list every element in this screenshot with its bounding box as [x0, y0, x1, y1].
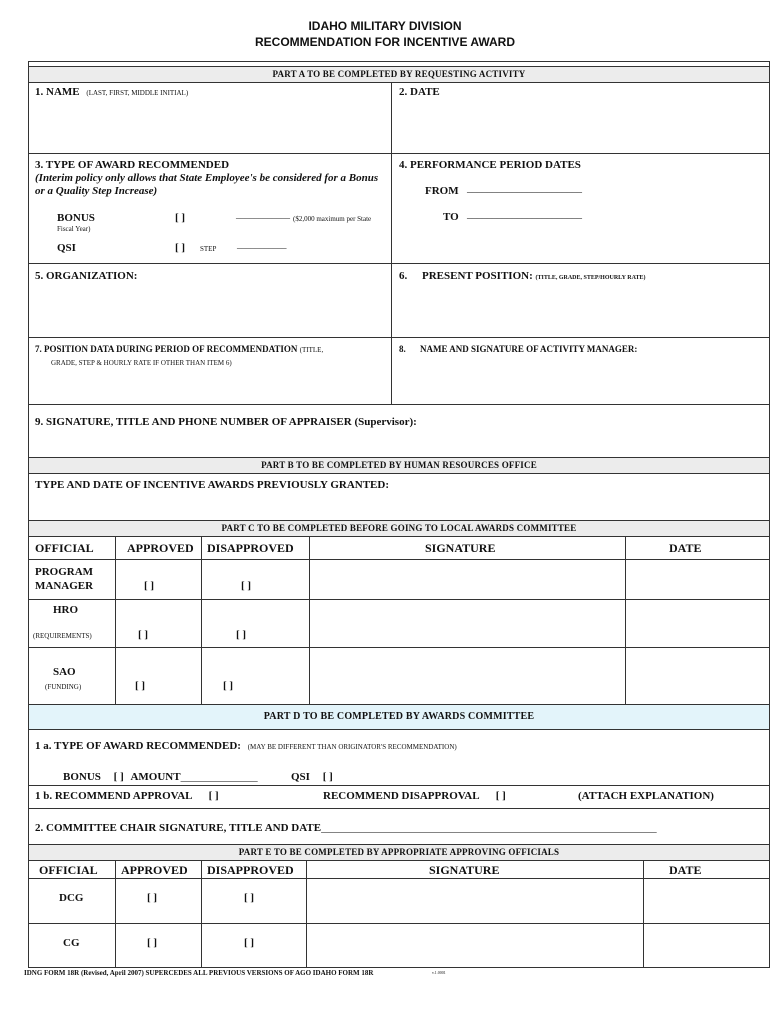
part-d-qsi[interactable]: QSI [ ]: [291, 771, 333, 783]
form-title: IDAHO MILITARY DIVISION: [308, 19, 462, 33]
part-e-bar: PART E TO BE COMPLETED BY APPROPRIATE APPROVING OFFICIALS: [29, 844, 769, 861]
performance-period-label: 4. PERFORMANCE PERIOD DATES: [399, 159, 581, 171]
attach-explanation-label: (ATTACH EXPLANATION): [578, 790, 714, 802]
bonus-sublabel: Fiscal Year): [57, 225, 91, 233]
col-disapproved: DISAPPROVED: [207, 541, 294, 555]
name-field-label[interactable]: 1. NAME (LAST, FIRST, MIDDLE INITIAL): [35, 86, 189, 98]
date-field-label[interactable]: 2. DATE: [399, 86, 440, 98]
committee-chair-signature[interactable]: 2. COMMITTEE CHAIR SIGNATURE, TITLE AND DATE_____________________________________________________________: [35, 822, 657, 834]
cg-disapproved-checkbox[interactable]: [ ]: [244, 937, 255, 949]
hro-approved-checkbox[interactable]: [ ]: [138, 629, 149, 641]
bonus-amount-line[interactable]: ____________: [236, 210, 290, 220]
bonus-checkbox[interactable]: [ ]: [175, 212, 186, 224]
row-official-hro: HRO: [53, 604, 79, 616]
recommend-approval[interactable]: 1 b. RECOMMEND APPROVAL [ ]: [35, 790, 219, 802]
organization-label[interactable]: 5. ORGANIZATION:: [35, 270, 138, 282]
e-col-approved: APPROVED: [121, 863, 188, 877]
row-official-program: PROGRAM: [35, 566, 94, 578]
footer-version: v.1.0001: [432, 970, 446, 975]
award-policy-note: (Interim policy only allows that State Employee's be considered for a Bonus or a Quality Step Increase): [35, 172, 379, 197]
part-d-award-line[interactable]: BONUS [ ] AMOUNT______________: [63, 771, 258, 783]
position-data-label[interactable]: 7. POSITION DATA DURING PERIOD OF RECOMMENDATION (TITLE,: [35, 344, 324, 354]
hro-disapproved-checkbox[interactable]: [ ]: [236, 629, 247, 641]
sao-approved-checkbox[interactable]: [ ]: [135, 680, 146, 692]
part-d-award-type-label: 1 a. TYPE OF AWARD RECOMMENDED: (MAY BE DIFFERENT THAN ORIGINATOR'S RECOMMENDATION): [35, 740, 457, 752]
qsi-step-label: STEP: [200, 245, 217, 253]
qsi-step-line[interactable]: ___________: [237, 240, 287, 250]
form-subtitle: RECOMMENDATION FOR INCENTIVE AWARD: [255, 35, 515, 49]
activity-manager-label[interactable]: 8. NAME AND SIGNATURE OF ACTIVITY MANAGER:: [399, 344, 638, 354]
form-footer: IDNG FORM 18R (Revised, April 2007) SUPERCEDES ALL PREVIOUS VERSIONS OF AGO IDAHO FORM 18R: [24, 969, 374, 977]
part-c-bar: PART C TO BE COMPLETED BEFORE GOING TO LOCAL AWARDS COMMITTEE: [29, 520, 769, 537]
row-official-sao: SAO: [53, 666, 76, 678]
col-date: DATE: [669, 541, 702, 555]
award-form: [28, 61, 770, 968]
pm-disapproved-checkbox[interactable]: [ ]: [241, 580, 252, 592]
from-label: FROM: [425, 185, 459, 197]
present-position-label[interactable]: 6. PRESENT POSITION: (TITLE, GRADE, STEP/HOURLY RATE): [399, 270, 646, 282]
to-label: TO: [443, 211, 459, 223]
col-signature: SIGNATURE: [425, 541, 496, 555]
qsi-label: QSI: [57, 242, 76, 254]
sao-disapproved-checkbox[interactable]: [ ]: [223, 680, 234, 692]
row-official-manager: MANAGER: [35, 580, 94, 592]
dcg-approved-checkbox[interactable]: [ ]: [147, 892, 158, 904]
bonus-max-note: ($2,000 maximum per State: [293, 215, 372, 223]
e-col-date: DATE: [669, 863, 702, 877]
part-b-bar: PART B TO BE COMPLETED BY HUMAN RESOURCES OFFICE: [29, 457, 769, 474]
appraiser-signature-label[interactable]: 9. SIGNATURE, TITLE AND PHONE NUMBER OF APPRAISER (Supervisor):: [35, 416, 417, 428]
bonus-label: BONUS: [57, 212, 95, 224]
previous-awards-label[interactable]: TYPE AND DATE OF INCENTIVE AWARDS PREVIOUSLY GRANTED:: [35, 479, 389, 491]
part-a-bar: PART A TO BE COMPLETED BY REQUESTING ACTIVITY: [29, 66, 769, 83]
to-date-line[interactable]: _______________________: [467, 209, 582, 220]
from-date-line[interactable]: _______________________: [467, 183, 582, 194]
row-official-requirements: (REQUIREMENTS): [33, 632, 92, 640]
row-official-dcg: DCG: [59, 892, 84, 904]
dcg-disapproved-checkbox[interactable]: [ ]: [244, 892, 255, 904]
col-approved: APPROVED: [127, 541, 194, 555]
col-official: OFFICIAL: [35, 541, 94, 555]
award-type-label: 3. TYPE OF AWARD RECOMMENDED: [35, 159, 230, 171]
e-col-signature: SIGNATURE: [429, 863, 500, 877]
row-official-funding: (FUNDING): [45, 683, 82, 691]
position-data-hint: GRADE, STEP & HOURLY RATE IF OTHER THAN ITEM 6): [51, 359, 232, 367]
pm-approved-checkbox[interactable]: [ ]: [144, 580, 155, 592]
part-a-divider: [391, 82, 392, 404]
row-official-cg: CG: [63, 937, 80, 949]
e-col-official: OFFICIAL: [39, 863, 98, 877]
e-col-disapproved: DISAPPROVED: [207, 863, 294, 877]
cg-approved-checkbox[interactable]: [ ]: [147, 937, 158, 949]
recommend-disapproval[interactable]: RECOMMEND DISAPPROVAL [ ]: [323, 790, 506, 802]
qsi-checkbox[interactable]: [ ]: [175, 242, 186, 254]
part-d-bar: PART D TO BE COMPLETED BY AWARDS COMMITTEE: [29, 704, 769, 730]
